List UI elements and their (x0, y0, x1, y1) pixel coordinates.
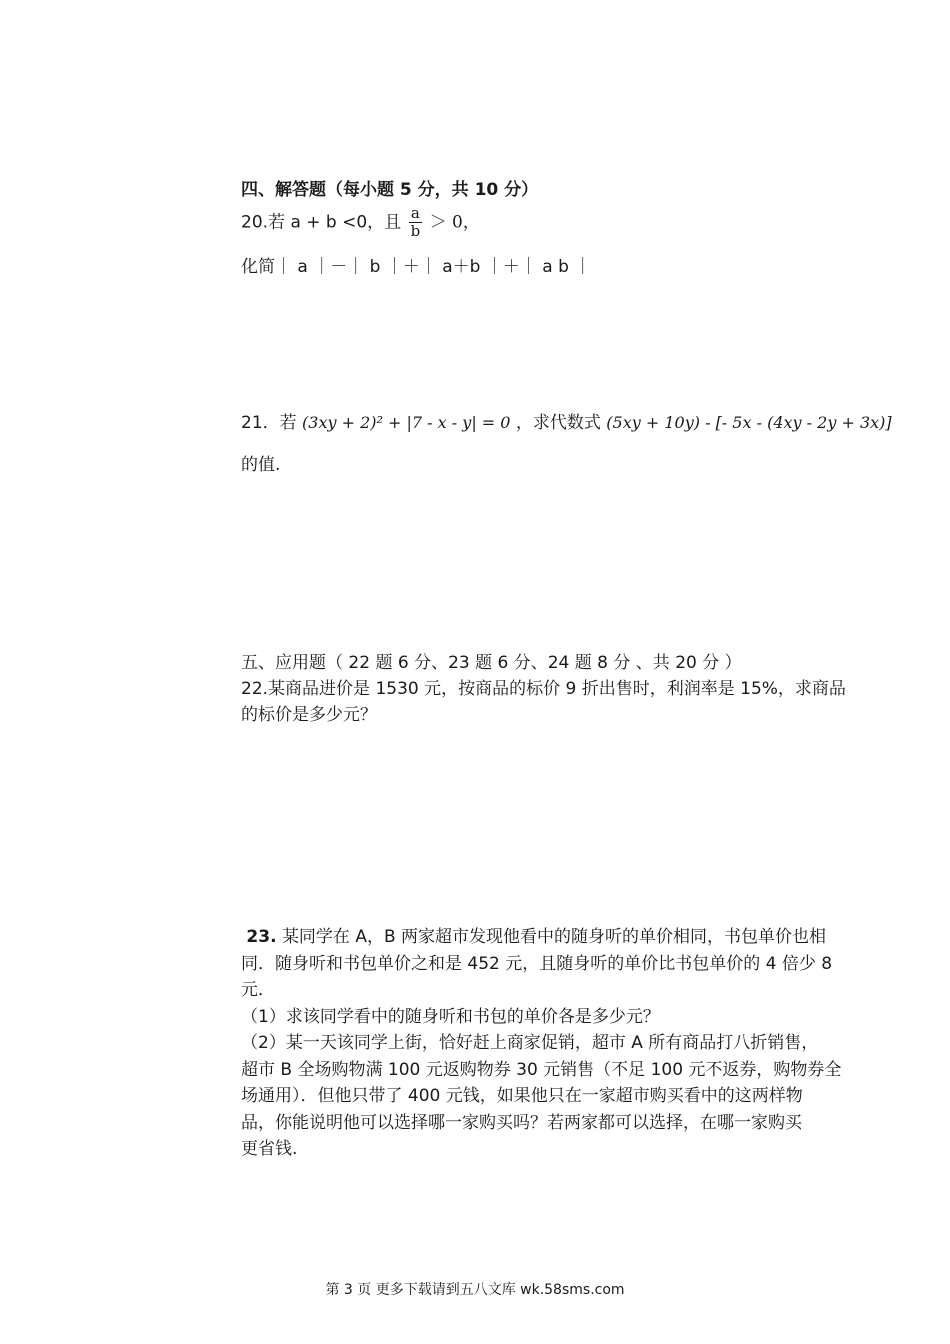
q21-mid: ，求代数式 (515, 413, 601, 433)
q23-part-1: （1）求该同学看中的随身听和书包的单价各是多少元？ (241, 1006, 660, 1027)
page-footer: 第 3 页 更多下载请到五八文库 wk.58sms.com (325, 1282, 625, 1298)
q23-part-2-line-2: 超市 B 全场购物满 100 元返购物券 30 元销售（不足 100 元不返券，购物券全 (241, 1059, 842, 1080)
q23-line-2: 同．随身听和书包单价之和是 452 元，且随身听的单价比书包单价的 4 倍少 8 (241, 953, 833, 974)
q23-line-1 (241, 924, 891, 951)
q20-fraction (409, 205, 423, 240)
q21-equation: (3xy + 2)² + |7 - x - y| = 0 (302, 413, 511, 432)
q20-denominator: b (410, 222, 421, 240)
q20-simplify-line: 化简｜ a ｜－｜ b ｜＋｜ a＋b ｜＋｜ a b ｜ (241, 257, 592, 277)
q23-line-1-text: 某同学在 A，B 两家超市发现他看中的随身听的单价相同，书包单价也相 (281, 927, 827, 947)
q22-line-1: 22.某商品进价是 1530 元，按商品的标价 9 折出售时，利润率是 15%，求商品 (241, 679, 846, 699)
q20-numerator: a (409, 205, 423, 223)
q23-part-2-line-5: 更省钱. (241, 1139, 298, 1159)
q23-part-2-line-1: （2）某一天该同学上街，恰好赶上商家促销，超市 A 所有商品打八折销售， (241, 1033, 819, 1053)
q21-tail: 的值. (241, 455, 281, 475)
q23-part-2-line-4: 品，你能说明他可以选择哪一家购买吗？若两家都可以选择，在哪一家购买 (241, 1112, 802, 1133)
question-22 (241, 676, 891, 728)
section-5-heading: 五、应用题（ 22 题 6 分、23 题 6 分、24 题 8 分 、共 20 分 ） (241, 653, 742, 673)
q23-part-2-line-3: 场通用）．但他只带了 400 元钱，如果他只在一家超市购买看中的这两样物 (241, 1086, 803, 1106)
question-20 (241, 205, 891, 240)
q23-line-3: 元． (241, 980, 275, 1000)
q23-number: 23. (246, 927, 277, 947)
q21-prefix: 21．若 (241, 413, 297, 433)
q22-line-2: 的标价是多少元？ (241, 705, 377, 725)
q20-suffix: ＞ 0， (429, 212, 480, 233)
q21-expression: (5xy + 10y) - [- 5x - (4xy - 2y + 3x)] (606, 413, 892, 432)
q20-prefix: 20.若 a + b <0，且 (241, 212, 402, 233)
section-4-heading: 四、解答题（每小题 5 分，共 10 分） (241, 180, 539, 200)
question-23 (241, 924, 891, 1163)
question-21 (241, 410, 901, 436)
